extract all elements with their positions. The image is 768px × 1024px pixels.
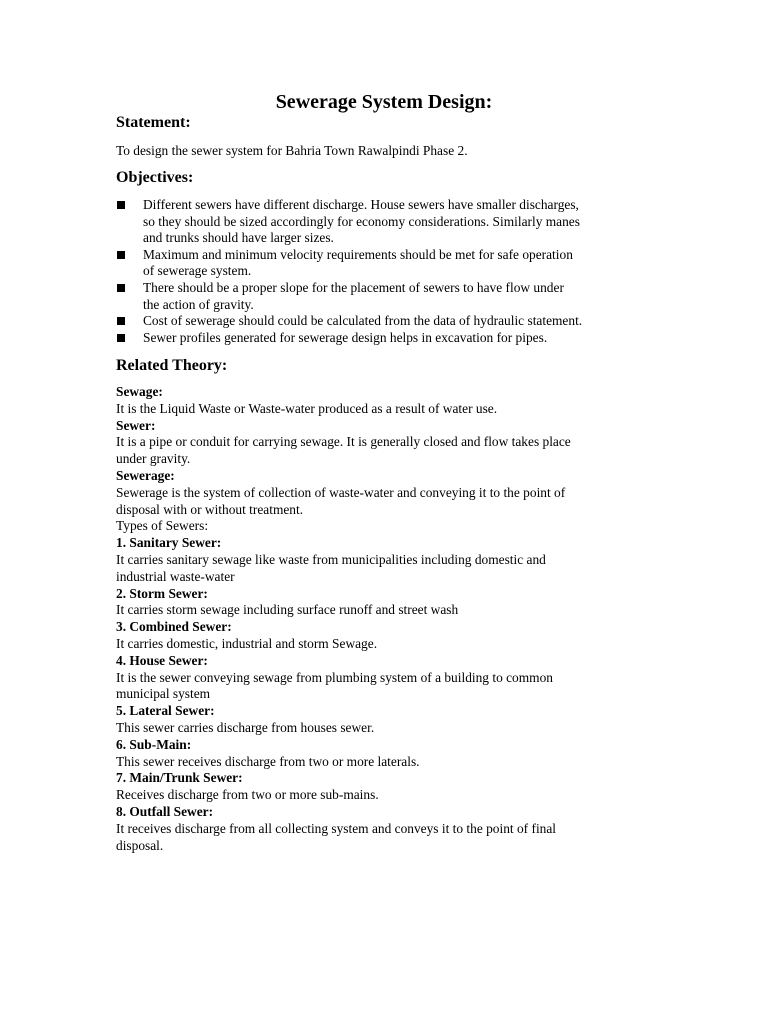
objective-text-line: and trunks should have larger sizes. [143, 230, 334, 246]
theory-subheading: 6. Sub-Main: [116, 736, 192, 752]
theory-text-line: disposal. [116, 837, 164, 853]
theory-subheading: Sewerage: [116, 467, 175, 483]
objective-text-line: Cost of sewerage should could be calculated from the data of hydraulic statement. [143, 313, 583, 329]
theory-text-line: It is the sewer conveying sewage from plumbing system of a building to common [116, 669, 553, 685]
objective-text-line: Different sewers have different discharge. House sewers have smaller discharges, [143, 197, 579, 212]
theory-subheading: 5. Lateral Sewer: [116, 703, 215, 719]
theory-text-line: This sewer carries discharge from houses sewer. [116, 719, 375, 735]
related-theory-body [116, 384, 676, 854]
objective-item [116, 197, 676, 247]
objectives-list [116, 197, 676, 346]
objective-text-line: There should be a proper slope for the placement of sewers to have flow under [143, 279, 564, 295]
theory-subheading: 8. Outfall Sewer: [116, 803, 214, 819]
objective-text-line: Maximum and minimum velocity requirements should be met for safe operation [143, 246, 573, 262]
related-theory-heading: Related Theory: [116, 357, 228, 374]
bullet-square-icon [117, 334, 125, 342]
theory-text-line: It is a pipe or conduit for carrying sewage. It is generally closed and flow takes place [116, 434, 571, 450]
theory-subheading: Sewage: [116, 384, 163, 399]
page-title: Sewerage System Design: [275, 91, 493, 113]
objective-item [116, 280, 676, 313]
statement-text: To design the sewer system for Bahria Town Rawalpindi Phase 2. [116, 143, 468, 158]
theory-text-line: disposal with or without treatment. [116, 501, 304, 517]
statement-heading: Statement: [116, 114, 191, 131]
theory-text-line: It is the Liquid Waste or Waste-water produced as a result of water use. [116, 400, 498, 416]
theory-text-line: Receives discharge from two or more sub-mains. [116, 787, 379, 803]
objective-text-line: so they should be sized accordingly for economy considerations. Similarly manes [143, 213, 580, 229]
theory-text-line: under gravity. [116, 451, 191, 467]
theory-text-line: industrial waste-water [116, 568, 235, 584]
bullet-square-icon [117, 201, 125, 209]
theory-text-line: Sewerage is the system of collection of waste-water and conveying it to the point of [116, 484, 566, 500]
theory-text-line: Types of Sewers: [116, 518, 209, 534]
objective-item [116, 247, 676, 280]
theory-subheading: Sewer: [116, 417, 156, 433]
objective-item [116, 313, 676, 330]
theory-text-line: It carries sanitary sewage like waste from municipalities including domestic and [116, 551, 546, 567]
objective-text-line: Sewer profiles generated for sewerage design helps in excavation for pipes. [143, 329, 548, 345]
objectives-heading: Objectives: [116, 169, 194, 186]
theory-subheading: 1. Sanitary Sewer: [116, 535, 222, 551]
theory-subheading: 2. Storm Sewer: [116, 585, 208, 601]
objective-text-line: the action of gravity. [143, 296, 254, 312]
objective-text-line: of sewerage system. [143, 263, 252, 279]
bullet-square-icon [117, 317, 125, 325]
bullet-square-icon [117, 284, 125, 292]
theory-text-line: It carries storm sewage including surface runoff and street wash [116, 602, 459, 618]
theory-text-line: It carries domestic, industrial and storm Sewage. [116, 635, 378, 651]
theory-text-line: municipal system [116, 686, 211, 702]
theory-text-line: This sewer receives discharge from two or more laterals. [116, 753, 420, 769]
theory-subheading: 3. Combined Sewer: [116, 619, 232, 635]
objective-item [116, 330, 676, 347]
bullet-square-icon [117, 251, 125, 259]
theory-subheading: 7. Main/Trunk Sewer: [116, 770, 243, 786]
theory-subheading: 4. House Sewer: [116, 652, 208, 668]
theory-text-line: It receives discharge from all collecting system and conveys it to the point of final [116, 820, 557, 836]
